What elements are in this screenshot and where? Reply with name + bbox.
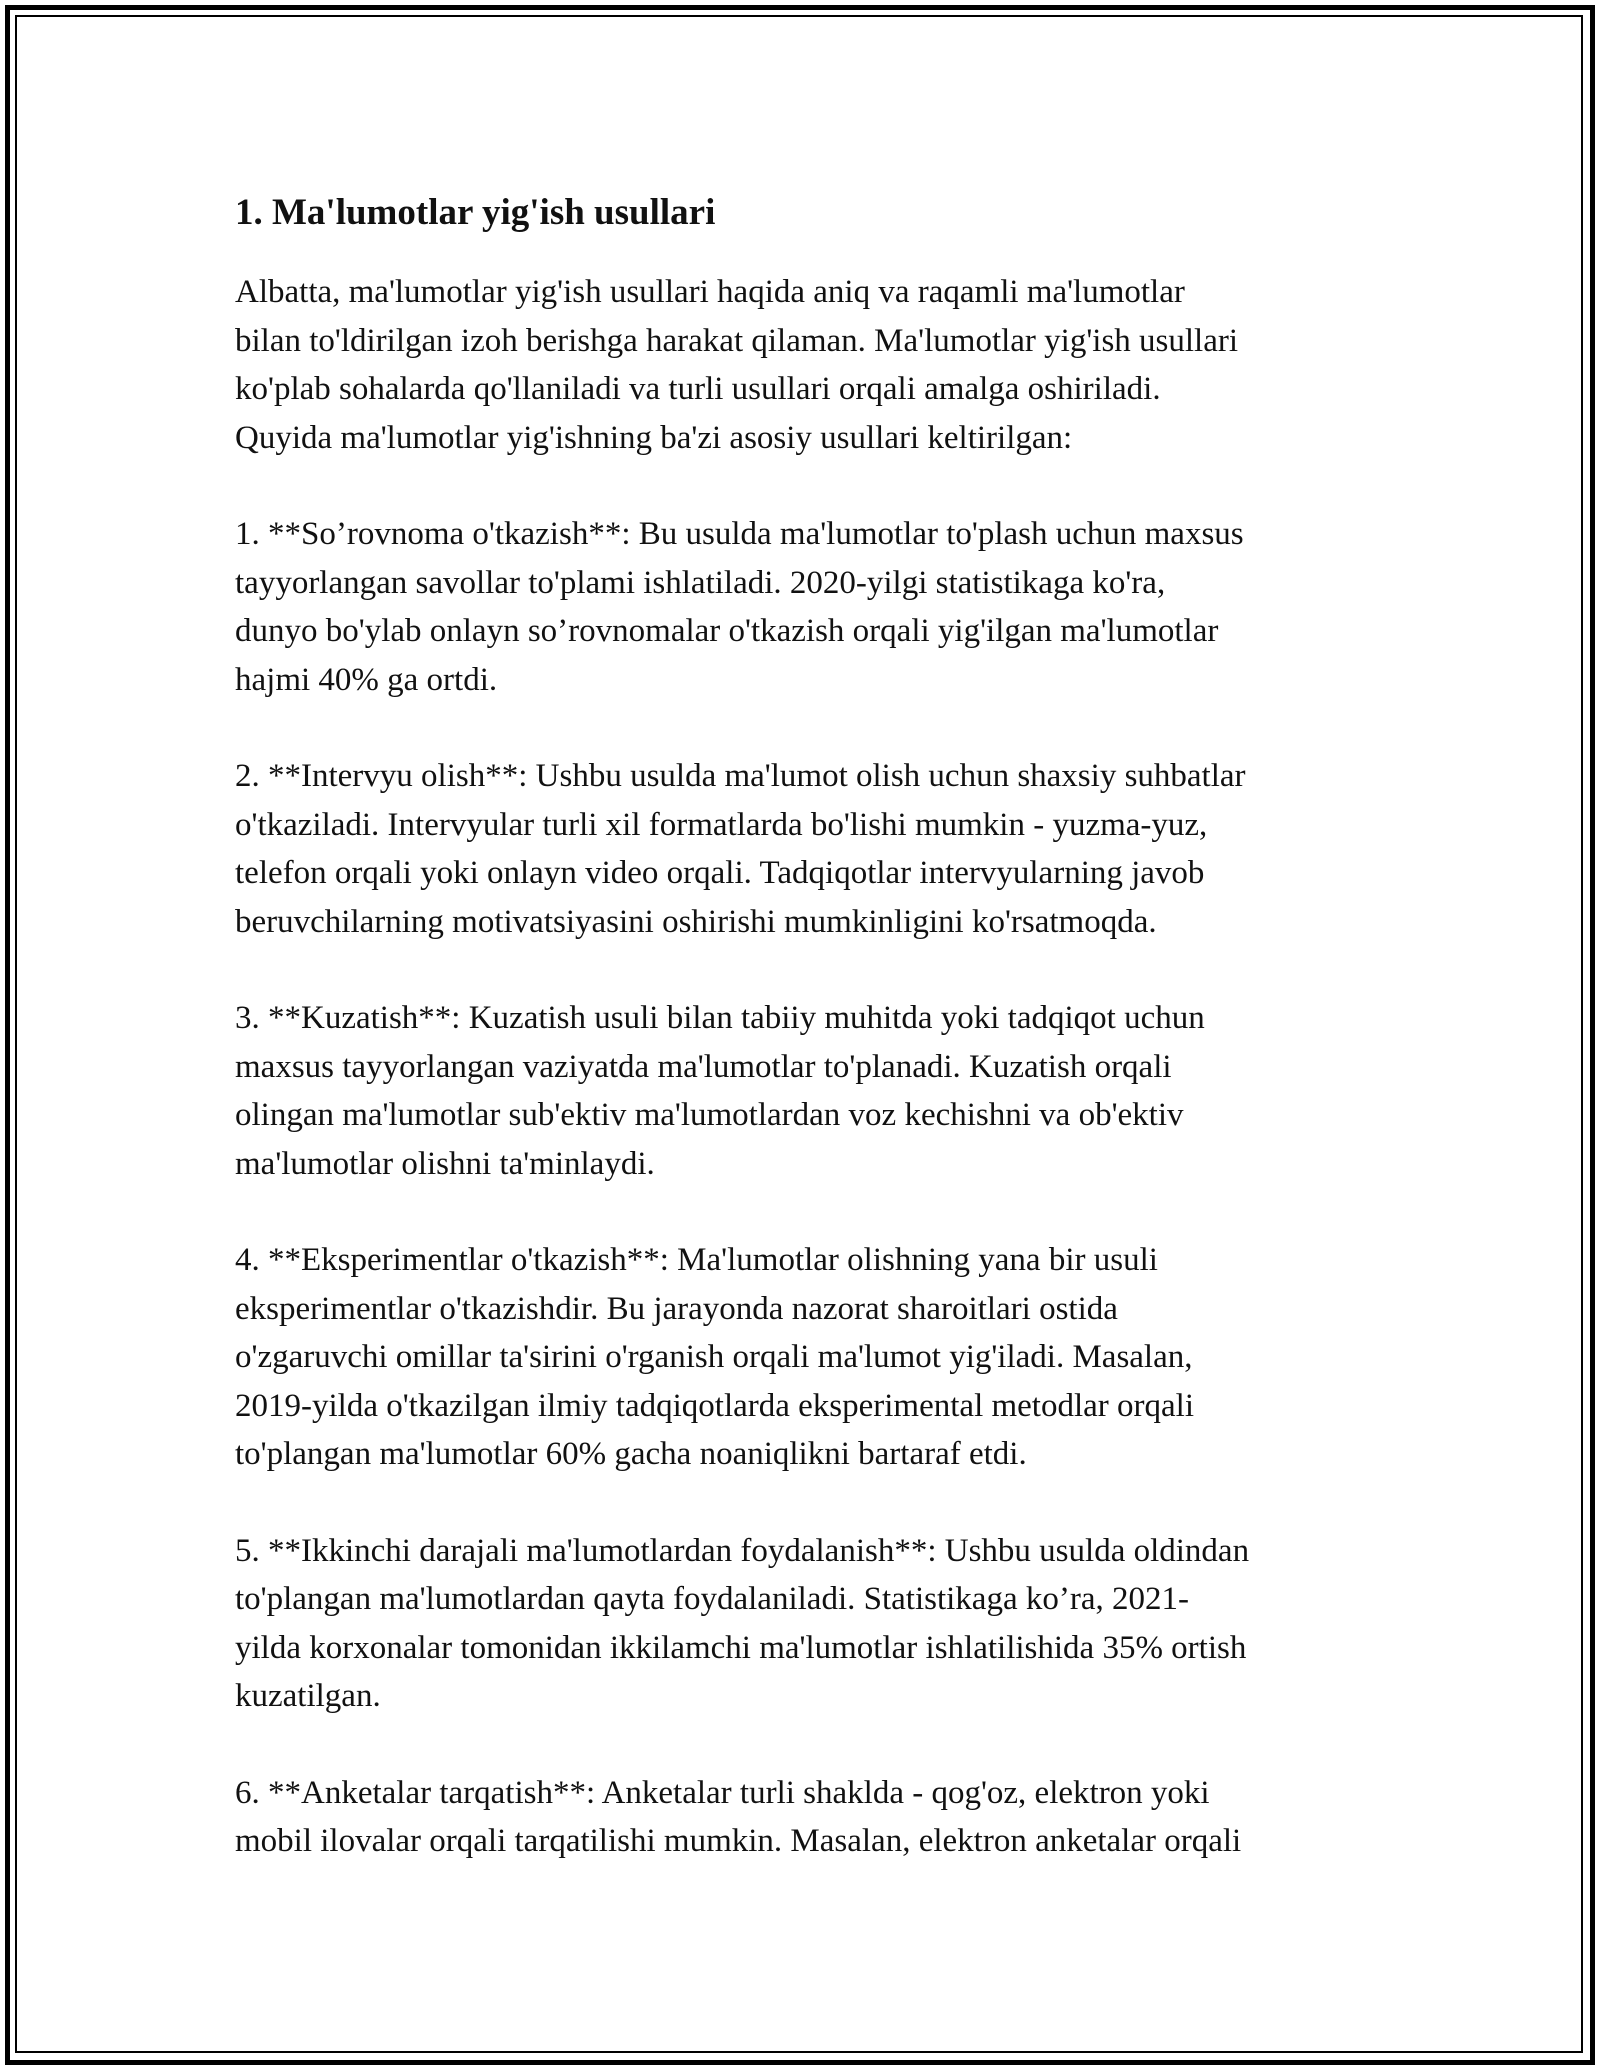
document-title: 1. Ma'lumotlar yig'ish usullari [235, 192, 716, 233]
paragraph-item-6-questionnaires: 6. **Anketalar tarqatish**: Anketalar turli shaklda - qog'oz, elektron yoki mobil ilovalar orqali tarqatilishi mumkin. Masalan, elektron anketalar orqali [235, 1774, 1242, 1859]
paragraph-item-3-observation: 3. **Kuzatish**: Kuzatish usuli bilan tabiiy muhitda yoki tadqiqot uchun maxsus tayyorlangan vaziyatda ma'lumotlar to'planadi. Kuzatish orqali olingan ma'lumotlar sub'ektiv ma'lumotlardan voz kechishni va ob'ektiv ma'lumotlar olishni ta'minlaydi. [235, 1000, 1205, 1182]
paragraph-intro: Albatta, ma'lumotlar yig'ish usullari haqida aniq va raqamli ma'lumotlar bilan to'ldirilgan izoh berishga harakat qilaman. Ma'lumotlar yig'ish usullari ko'plab sohalarda qo'llaniladi va turli usullari orqali amalga oshiriladi. Quyida ma'lumotlar yig'ishning ba'zi asosiy usullari keltirilgan: [235, 274, 1239, 456]
paragraph-item-2-interview: 2. **Intervyu olish**: Ushbu usulda ma'lumot olish uchun shaxsiy suhbatlar o'tkaziladi. Intervyular turli xil formatlarda bo'lishi mumkin - yuzma-yuz, telefon orqali yoki onlayn video orqali. Tadqiqotlar intervyularning javob beruvchilarning motivatsiyasini oshirishi mumkinligini ko'rsatmoqda. [235, 758, 1246, 940]
paragraph-item-5-secondary-data: 5. **Ikkinchi darajali ma'lumotlardan foydalanish**: Ushbu usulda oldindan to'plangan ma'lumotlardan qayta foydalaniladi. Statistikaga ko’ra, 2021- yilda korxonalar tomonidan ikkilamchi ma'lumotlar ishlatilishida 35% ortish kuzatilgan. [235, 1532, 1250, 1714]
document-body [235, 268, 1375, 1866]
document-content [235, 188, 1375, 1914]
paragraph-item-1-survey: 1. **So’rovnoma o'tkazish**: Bu usulda ma'lumotlar to'plash uchun maxsus tayyorlangan savollar to'plami ishlatiladi. 2020-yilgi statistikaga ko'ra, dunyo bo'ylab onlayn so’rovnomalar o'tkazish orqali yig'ilgan ma'lumotlar hajmi 40% ga ortdi. [235, 516, 1244, 698]
paragraph-item-4-experiments: 4. **Eksperimentlar o'tkazish**: Ma'lumotlar olishning yana bir usuli eksperimentlar o'tkazishdir. Bu jarayonda nazorat sharoitlari ostida o'zgaruvchi omillar ta'sirini o'rganish orqali ma'lumot yig'iladi. Masalan, 2019-yilda o'tkazilgan ilmiy tadqiqotlarda eksperimental metodlar orqali to'plangan ma'lumotlar 60% gacha noaniqlikni bartaraf etdi. [235, 1242, 1194, 1472]
